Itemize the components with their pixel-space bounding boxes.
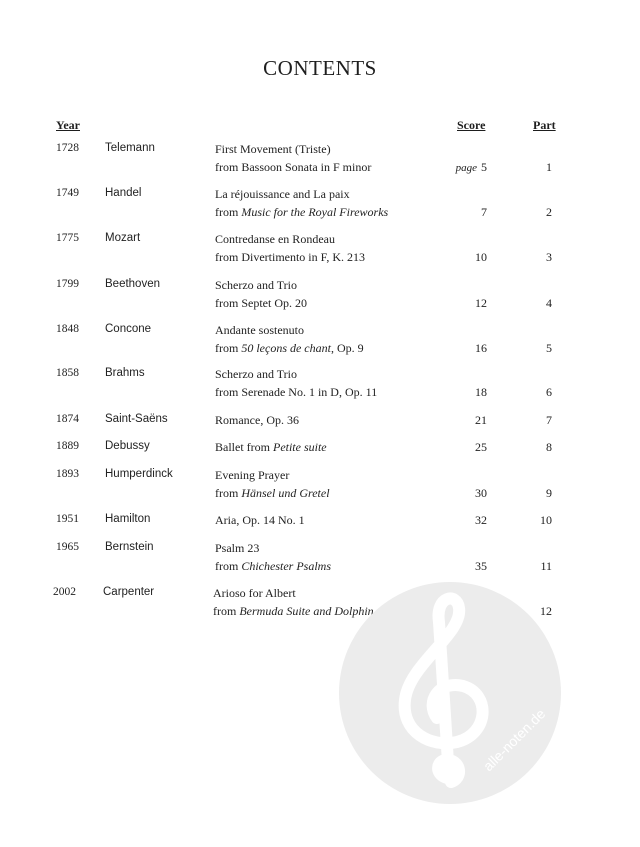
watermark-text: alle-noten.de bbox=[479, 705, 549, 775]
entry-year: 1775 bbox=[56, 232, 79, 244]
entry-source: from Serenade No. 1 in D, Op. 11 bbox=[215, 385, 378, 399]
entry-title: Andante sostenuto bbox=[215, 323, 304, 337]
entry-composer: Handel bbox=[105, 187, 142, 199]
entry-year: 2002 bbox=[53, 586, 76, 598]
entry-score-page: 21 bbox=[475, 413, 487, 427]
entry-title: Scherzo and Trio bbox=[215, 367, 297, 381]
entry-part-page: 11 bbox=[540, 559, 552, 573]
entry-part-page: 10 bbox=[540, 513, 552, 527]
header-score: Score bbox=[457, 118, 486, 132]
entry-title: Romance, Op. 36 bbox=[215, 413, 299, 427]
entry-title: Scherzo and Trio bbox=[215, 278, 297, 292]
header-year: Year bbox=[56, 118, 80, 132]
entry-year: 1799 bbox=[56, 278, 79, 290]
entry-source: from Music for the Royal Fireworks bbox=[215, 205, 389, 219]
entry-source: from 50 leçons de chant, Op. 9 bbox=[215, 341, 364, 355]
entry-year: 1749 bbox=[56, 187, 79, 199]
entry-source: from Septet Op. 20 bbox=[215, 296, 307, 310]
entry-composer: Mozart bbox=[105, 232, 141, 244]
entry-part-page: 7 bbox=[546, 413, 552, 427]
entry-part-page: 8 bbox=[546, 440, 552, 454]
entry-score-page: 30 bbox=[475, 486, 487, 500]
entry-composer: Bernstein bbox=[105, 541, 154, 553]
entry-composer: Brahms bbox=[105, 367, 145, 379]
entry-title: Ballet from Petite suite bbox=[215, 440, 327, 454]
entry-part-page: 5 bbox=[546, 341, 552, 355]
entry-part-page: 12 bbox=[540, 604, 552, 618]
entry-score-page: 18 bbox=[475, 385, 487, 399]
entry-composer: Telemann bbox=[105, 142, 155, 154]
entry-year: 1874 bbox=[56, 413, 79, 425]
entry-year: 1728 bbox=[56, 142, 79, 154]
entry-score-page: 10 bbox=[475, 250, 487, 264]
entry-title: Contredanse en Rondeau bbox=[215, 232, 335, 246]
entry-score-page: 25 bbox=[475, 440, 487, 454]
entry-title: La réjouissance and La paix bbox=[215, 187, 350, 201]
entry-source: from Bermuda Suite and Dolphin bbox=[213, 604, 374, 618]
entry-score-page: 16 bbox=[475, 341, 487, 355]
header-part: Part bbox=[533, 118, 556, 132]
entry-part-page: 2 bbox=[546, 205, 552, 219]
entry-source: from Bassoon Sonata in F minor bbox=[215, 160, 372, 174]
entry-composer: Hamilton bbox=[105, 513, 151, 525]
entry-part-page: 6 bbox=[546, 385, 552, 399]
entry-year: 1965 bbox=[56, 541, 79, 553]
score-page-prefix: page bbox=[455, 162, 477, 174]
entry-composer: Humperdinck bbox=[105, 468, 173, 480]
entry-year: 1848 bbox=[56, 323, 79, 335]
entry-score-page: 7 bbox=[481, 205, 487, 219]
entry-year: 1951 bbox=[56, 513, 79, 525]
entry-year: 1889 bbox=[56, 440, 79, 452]
entry-year: 1858 bbox=[56, 367, 79, 379]
entry-score-page: 12 bbox=[475, 296, 487, 310]
entry-title: First Movement (Triste) bbox=[215, 142, 331, 156]
entry-source: from Hänsel und Gretel bbox=[215, 486, 330, 500]
entry-title: Psalm 23 bbox=[215, 541, 260, 555]
entry-part-page: 9 bbox=[546, 486, 552, 500]
entry-title: Evening Prayer bbox=[215, 468, 290, 482]
entry-part-page: 4 bbox=[546, 296, 552, 310]
page-title: CONTENTS bbox=[263, 56, 377, 80]
entry-composer: Saint-Saëns bbox=[105, 413, 168, 425]
entry-source: from Divertimento in F, K. 213 bbox=[215, 250, 366, 264]
entry-composer: Beethoven bbox=[105, 278, 160, 290]
entry-title: Arioso for Albert bbox=[213, 586, 296, 600]
entry-part-page: 3 bbox=[546, 250, 552, 264]
entry-year: 1893 bbox=[56, 468, 79, 480]
entry-title: Aria, Op. 14 No. 1 bbox=[215, 513, 305, 527]
entry-score-page: 32 bbox=[475, 513, 487, 527]
entry-score-page: 35 bbox=[475, 559, 487, 573]
entry-part-page: 1 bbox=[546, 160, 552, 174]
entry-composer: Debussy bbox=[105, 440, 150, 452]
entry-source: from Chichester Psalms bbox=[215, 559, 331, 573]
entry-composer: Carpenter bbox=[103, 586, 155, 598]
entry-score-page: page 5 bbox=[455, 160, 487, 174]
watermark-logo bbox=[339, 582, 561, 804]
entry-composer: Concone bbox=[105, 323, 152, 335]
